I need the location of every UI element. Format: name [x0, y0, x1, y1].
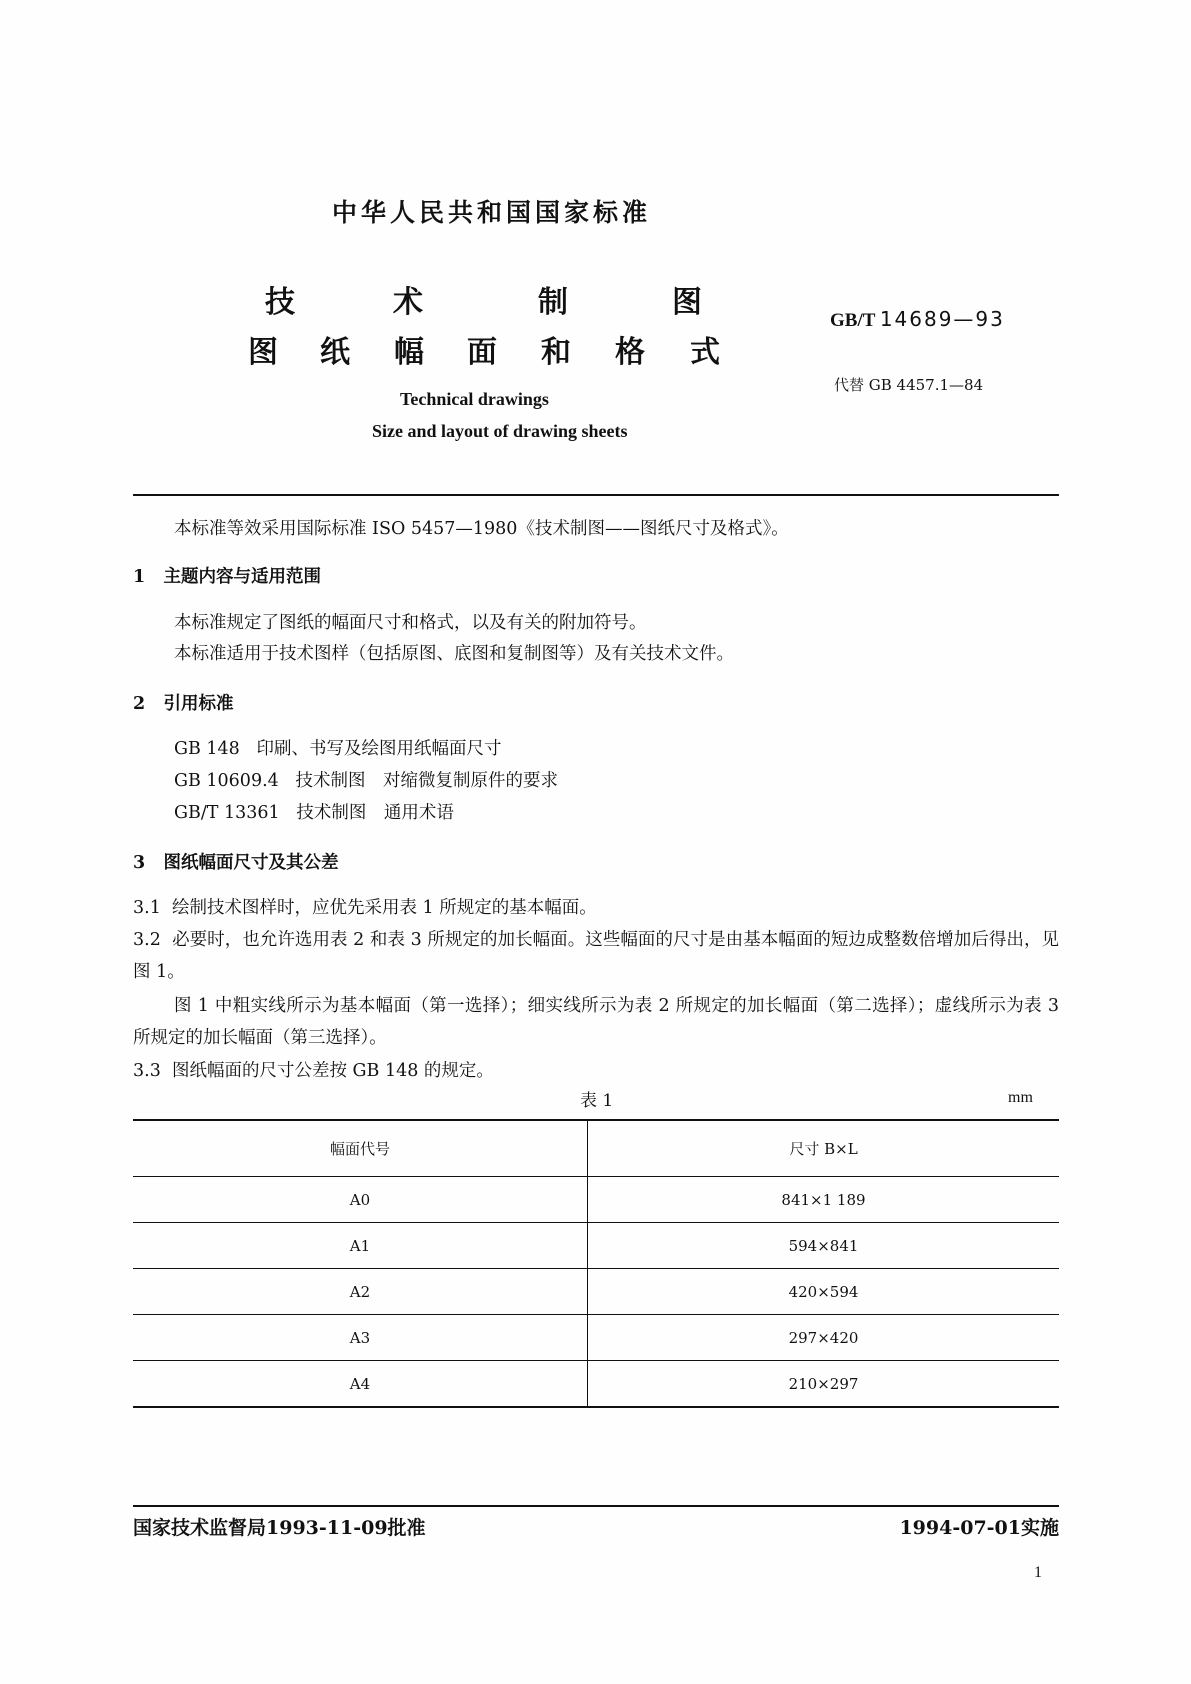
cell-code: A3 [133, 1315, 588, 1361]
clause-3-3: 3.3 图纸幅面的尺寸公差按 GB 148 的规定。 [133, 1061, 494, 1081]
effective-date: 1994-07-01实施 [899, 1517, 1059, 1539]
standard-prefix: GB/T [830, 310, 876, 331]
reference-item: GB 148 印刷、书写及绘图用纸幅面尺寸 [174, 739, 502, 759]
standard-code: 14689—93 [879, 307, 1005, 331]
section-3-heading: 3 图纸幅面尺寸及其公差 [133, 853, 339, 873]
column-header-code: 幅面代号 [133, 1120, 588, 1177]
section-1-paragraph: 本标准适用于技术图样（包括原图、底图和复制图等）及有关技术文件。 [174, 644, 734, 664]
cell-size: 210×297 [788, 1374, 859, 1393]
title-char: 幅 [394, 335, 424, 370]
title-char: 技 [265, 285, 295, 320]
table-row [133, 1177, 1059, 1223]
table-row [133, 1269, 1059, 1315]
table-row [133, 1361, 1059, 1408]
clause-3-2-paragraph: 图 1 中粗实线所示为基本幅面（第一选择）；细实线所示为表 2 所规定的加长幅面（第二选择）；虚线所示为表 3 所规定的加长幅面（第三选择）。 [133, 996, 1059, 1048]
english-title-line1: Technical drawings [400, 389, 549, 409]
title-char: 制 [538, 285, 568, 320]
title-char: 纸 [320, 335, 350, 370]
cell-code: A4 [133, 1361, 588, 1408]
title-char: 面 [467, 335, 497, 370]
title-char: 式 [690, 335, 720, 370]
title-char: 格 [615, 335, 645, 370]
cell-size: 841×1 189 [781, 1190, 866, 1209]
cell-size: 420×594 [788, 1282, 859, 1301]
standard-number [830, 307, 1005, 332]
section-1-paragraph: 本标准规定了图纸的幅面尺寸和格式，以及有关的附加符号。 [174, 613, 647, 633]
title-char: 图 [672, 285, 702, 320]
header-divider [133, 494, 1059, 496]
reference-item: GB 10609.4 技术制图 对缩微复制原件的要求 [174, 771, 558, 791]
cell-code: A2 [133, 1269, 588, 1315]
section-2-heading: 2 引用标准 [133, 694, 234, 714]
english-title-line2: Size and layout of drawing sheets [372, 421, 628, 441]
table-unit: mm [1008, 1089, 1033, 1106]
cell-size: 594×841 [788, 1236, 859, 1255]
table-row [133, 1315, 1059, 1361]
approval-line: 国家技术监督局1993-11-09批准 [133, 1517, 426, 1539]
reference-item: GB/T 13361 技术制图 通用术语 [174, 803, 454, 823]
column-header-size: 尺寸 B×L [789, 1140, 858, 1158]
table-row [133, 1223, 1059, 1269]
section-1-heading: 1 主题内容与适用范围 [133, 567, 321, 587]
page-number: 1 [1034, 1564, 1042, 1581]
replaces-note: 代替 GB 4457.1—84 [834, 376, 984, 394]
size-table [133, 1119, 1059, 1408]
cell-size: 297×420 [788, 1328, 859, 1347]
cell-code: A0 [133, 1177, 588, 1223]
clause-3-1: 3.1 绘制技术图样时，应优先采用表 1 所规定的基本幅面。 [133, 898, 597, 918]
footer-divider [133, 1505, 1059, 1507]
title-char: 图 [248, 335, 278, 370]
title-char: 术 [393, 285, 423, 320]
intro-text: 本标准等效采用国际标准 ISO 5457—1980《技术制图——图纸尺寸及格式》。 [174, 519, 789, 539]
national-standard-title: 中华人民共和国国家标准 [331, 198, 651, 227]
table-caption: 表 1 [580, 1091, 614, 1111]
clause-3-2: 3.2 必要时，也允许选用表 2 和表 3 所规定的加长幅面。这些幅面的尺寸是由基本幅面的短边成整数倍增加后得出，见图 1。 [133, 930, 1059, 982]
table-header-row [133, 1120, 1059, 1177]
title-char: 和 [541, 335, 571, 370]
cell-code: A1 [133, 1223, 588, 1269]
